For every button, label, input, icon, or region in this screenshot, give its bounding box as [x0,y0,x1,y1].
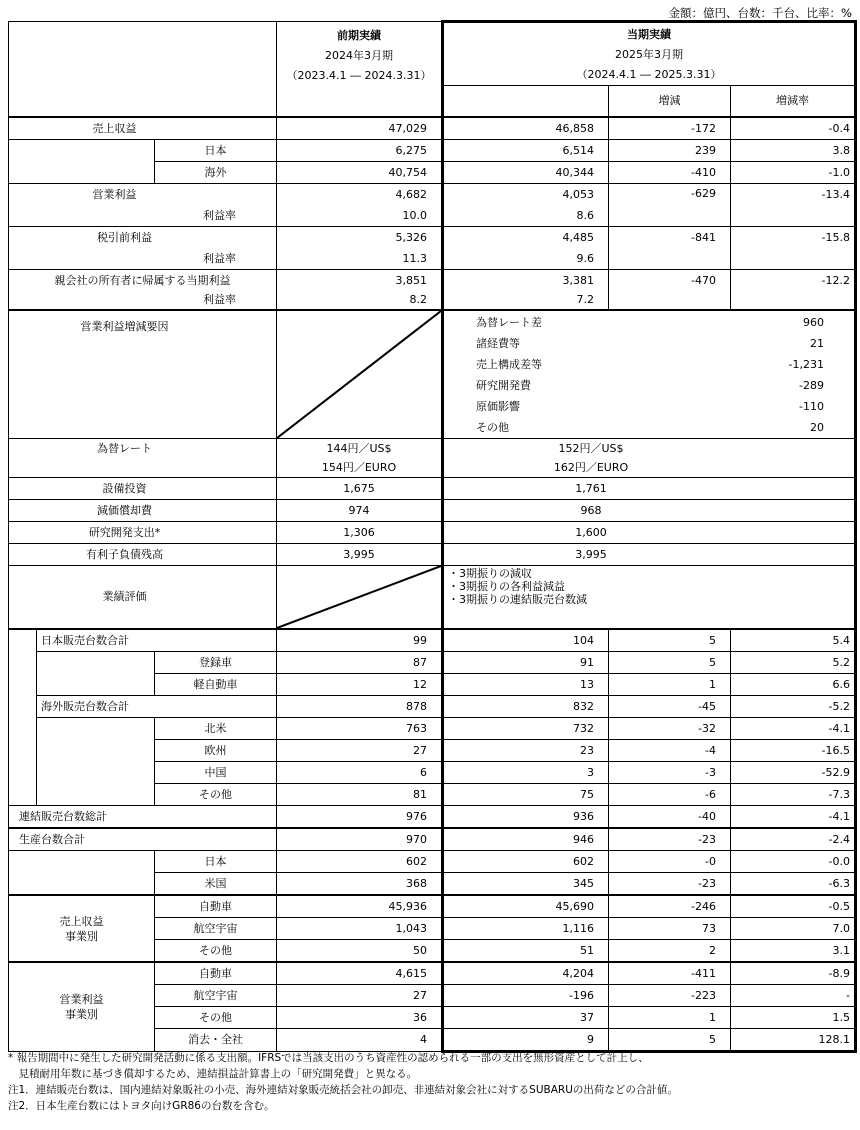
seg-rev-aero-row: 航空宇宙 1,043 1,116 73 7.0 [9,918,856,940]
factor-item: 原価影響 -110 [476,400,825,413]
factor-item: 研究開発費 -289 [476,379,825,392]
footnote: * 報告期間中に発生した研究開発活動に係る支出額。IFRSでは当該支出のうち資産性の認められる一部の支出を無形資産として計上し、 [8,1052,649,1064]
seg-rev-other-row: その他 50 51 2 3.1 [9,940,856,963]
consolidated-sales-row: 連結販売台数総計 976 936 -40 -4.1 [9,806,856,829]
mini-row: 軽自動車 12 13 1 6.6 [9,674,856,696]
prev-title: 前期実績 [337,29,381,42]
seg-op-label2: 事業別 [65,1008,98,1021]
revenue-japan-row: 日本 6,275 6,514 239 3.8 [9,140,856,162]
seg-rev-label2: 事業別 [65,929,98,943]
rnd-row: 研究開発支出* 1,306 1,600 [9,522,856,544]
seg-rev-auto-row: 売上収益 事業別 自動車 45,936 45,690 -246 -0.5 [9,895,856,918]
prev-period: 2024年3月期 [325,49,393,62]
unit-note: 金額：億円、台数：千台、比率：% [668,6,852,20]
revenue-row: 売上収益 47,029 46,858 -172 -0.4 [9,117,856,140]
fx-curr-eur: 162円／EURO [553,461,629,474]
curr-title: 当期実績 [627,28,671,41]
capex-row: 設備投資 1,675 1,761 [9,478,856,500]
production-japan-row: 日本 602 602 -0 -0.0 [9,851,856,873]
evaluation-item: ・3期振りの連結販売台数減 [448,593,587,606]
pretax-margin-row: 利益率 11.3 9.6 [9,248,856,270]
prev-range: （2023.4.1 ― 2024.3.31） [286,69,432,82]
other-sales-row: その他 81 75 -6 -7.3 [9,784,856,806]
factor-item: 為替レート差 960 [476,316,825,329]
net-income-row: 親会社の所有者に帰属する当期利益 3,851 3,381 -470 -12.2 [9,270,856,292]
evaluation-item: ・3期振りの減収 [448,567,532,580]
factor-list [444,311,854,438]
footnote: 注2．日本生産台数にはトヨタ向けGR86の台数を含む。 [8,1100,275,1112]
japan-sales-total-row: 日本販売台数合計 99 104 5 5.4 [9,629,856,652]
factor-item: 諸経費等 21 [476,337,825,350]
eu-row: 欧州 27 23 -4 -16.5 [9,740,856,762]
seg-op-label: 営業利益 [59,993,104,1006]
footnote: 見積耐用年数に基づき償却するため、連結損益計算書上の「研究開発費」と異なる。 [8,1068,418,1080]
change-header: 増減 [609,86,731,118]
seg-op-elim-row: 消去・全社 4 9 5 128.1 [9,1029,856,1052]
results-table [8,20,857,1053]
op-margin-row: 利益率 10.0 8.6 [9,205,856,227]
fx-prev-usd: 144円／US$ [326,442,392,455]
registered-row: 登録車 87 91 5 5.2 [9,652,856,674]
overseas-sales-total-row: 海外販売台数合計 878 832 -45 -5.2 [9,696,856,718]
production-us-row: 米国 368 345 -23 -6.3 [9,873,856,896]
factors-row: 営業利益増減要因 為替レート差 960 諸経費等 21 売上構成差等 -1,231 研究開発費 -289 原価影響 -110 その他 20 [9,310,856,439]
fx-row: 為替レート 144円／US$ 154円／EURO 152円／US$ 162円／EURO [9,439,856,478]
na-row: 北米 763 732 -32 -4.1 [9,718,856,740]
cn-row: 中国 6 3 -3 -52.9 [9,762,856,784]
footnote: 注1．連結販売台数は、国内連結対象販社の小売、海外連結対象販売統括会社の卸売、非連結対象会社に対するSUBARUの出荷などの合計値。 [8,1084,678,1096]
evaluation-row: 業績評価 ・3期振りの減収 ・3期振りの各利益減益 ・3期振りの連結販売台数減 [9,566,856,630]
seg-op-aero-row: 航空宇宙 27 -196 -223 - [9,985,856,1007]
diagonal-line [277,311,441,438]
fx-curr-usd: 152円／US$ [558,442,624,455]
change-rate-header: 増減率 [731,86,856,118]
seg-op-other-row: その他 36 37 1 1.5 [9,1007,856,1029]
evaluation-item: ・3期振りの各利益減益 [448,580,565,593]
seg-rev-label: 売上収益 [59,914,104,928]
pretax-row: 税引前利益 5,326 4,485 -841 -15.8 [9,227,856,249]
diagonal-line [277,566,441,628]
seg-op-auto-row: 営業利益 事業別 自動車 4,615 4,204 -411 -8.9 [9,962,856,985]
factor-item: その他 20 [476,421,825,434]
revenue-overseas-row: 海外 40,754 40,344 -410 -1.0 [9,162,856,184]
curr-period: 2025年3月期 [615,48,683,61]
fx-prev-eur: 154円／EURO [321,461,397,474]
footnotes [8,1050,678,1114]
net-margin-row: 利益率 8.2 7.2 [9,291,856,310]
op-income-row: 営業利益 4,682 4,053 -629 -13.4 [9,184,856,206]
depreciation-row: 減価償却費 974 968 [9,500,856,522]
debt-row: 有利子負債残高 3,995 3,995 [9,544,856,566]
factor-item: 売上構成差等 -1,231 [476,358,825,371]
curr-range: （2024.4.1 ― 2025.3.31） [576,68,722,81]
production-total-row: 生産台数合計 970 946 -23 -2.4 [9,828,856,851]
